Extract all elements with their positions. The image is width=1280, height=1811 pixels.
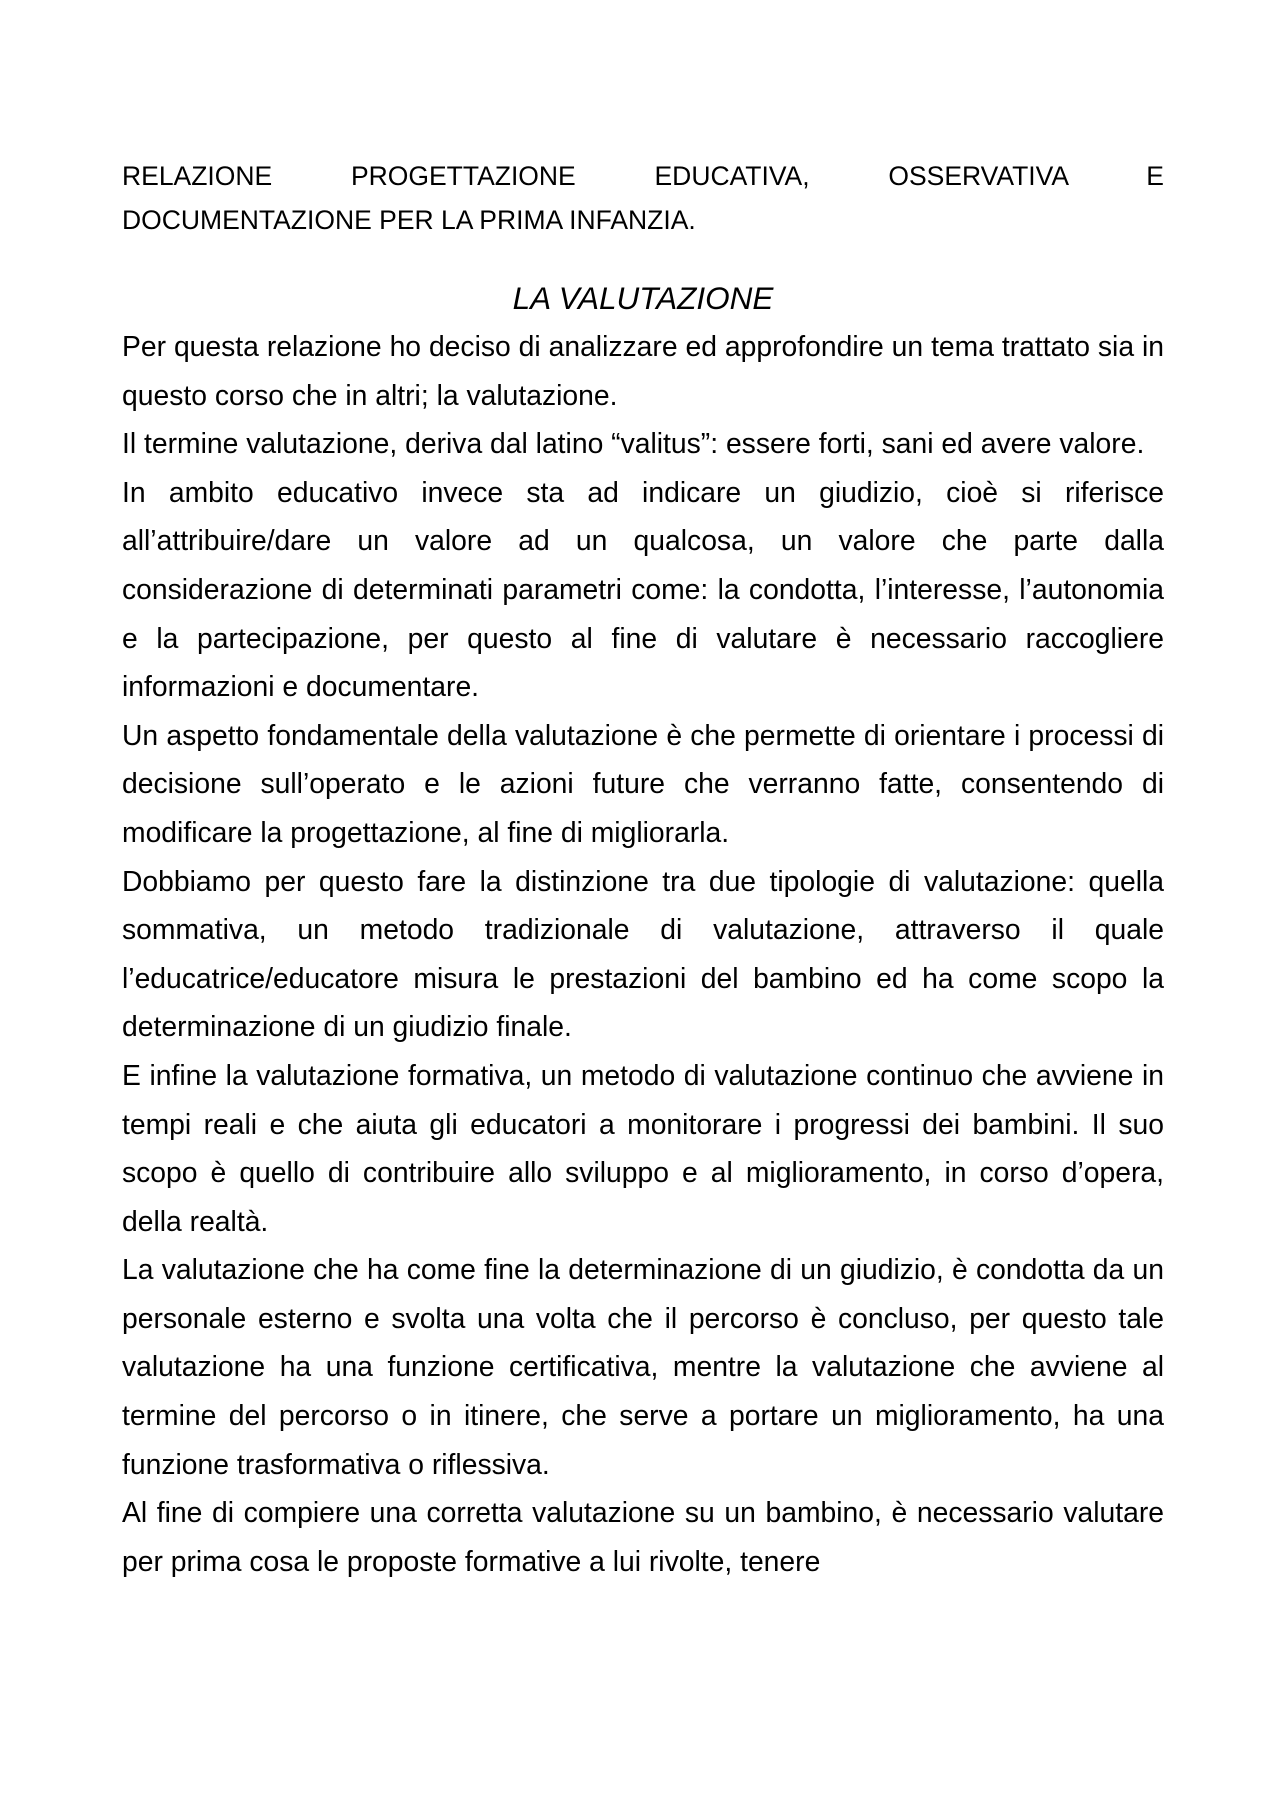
paragraph: Un aspetto fondamentale della valutazione è che permette di orientare i processi di decisione sull’operato e le azioni future che verranno fatte, consentendo di modificare la progettazione, al fine di migliorarla. xyxy=(122,718,1164,848)
paragraph: La valutazione che ha come fine la determinazione di un giudizio, è condotta da un personale esterno e svolta una volta che il percorso è concluso, per questo tale valutazione ha una funzione certificativa, mentre la valutazione che avviene al termine del percorso o in itinere, che serve a portare un miglioramento, ha una funzione trasformativa o riflessiva. xyxy=(122,1253,1164,1480)
paragraph: In ambito educativo invece sta ad indicare un giudizio, cioè si riferisce all’attribuire/dare un valore ad un qualcosa, un valore che parte dalla considerazione di determinati parametri come: la condotta, l’interesse, l’autonomia e la partecipazione, per questo al fine di valutare è necessario raccogliere informazioni e documentare. xyxy=(122,475,1164,703)
document-heading xyxy=(122,154,1164,242)
section-title: LA VALUTAZIONE xyxy=(512,280,774,316)
paragraph: Al fine di compiere una corretta valutazione su un bambino, è necessario valutare per prima cosa le proposte formative a lui rivolte, tenere xyxy=(122,1496,1164,1577)
paragraph: Il termine valutazione, deriva dal latino “valitus”: essere forti, sani ed avere valore. xyxy=(122,427,1145,460)
paragraph: Dobbiamo per questo fare la distinzione tra due tipologie di valutazione: quella sommativa, un metodo tradizionale di valutazione, attraverso il quale l’educatrice/educatore misura le prestazioni del bambino ed ha come scopo la determinazione di un giudizio finale. xyxy=(122,864,1164,1043)
heading-line-1: RELAZIONE PROGETTAZIONE EDUCATIVA, OSSERVATIVA E xyxy=(122,161,1164,191)
document-body xyxy=(122,154,1164,1585)
paragraph: Per questa relazione ho deciso di analizzare ed approfondire un tema trattato sia in questo corso che in altri; la valutazione. xyxy=(122,330,1164,411)
paragraph: E infine la valutazione formativa, un metodo di valutazione continuo che avviene in tempi reali e che aiuta gli educatori a monitorare i progressi dei bambini. Il suo scopo è quello di contribuire allo sviluppo e al miglioramento, in corso d’opera, della realtà. xyxy=(122,1058,1164,1237)
heading-line-2: DOCUMENTAZIONE PER LA PRIMA INFANZIA. xyxy=(122,205,696,235)
